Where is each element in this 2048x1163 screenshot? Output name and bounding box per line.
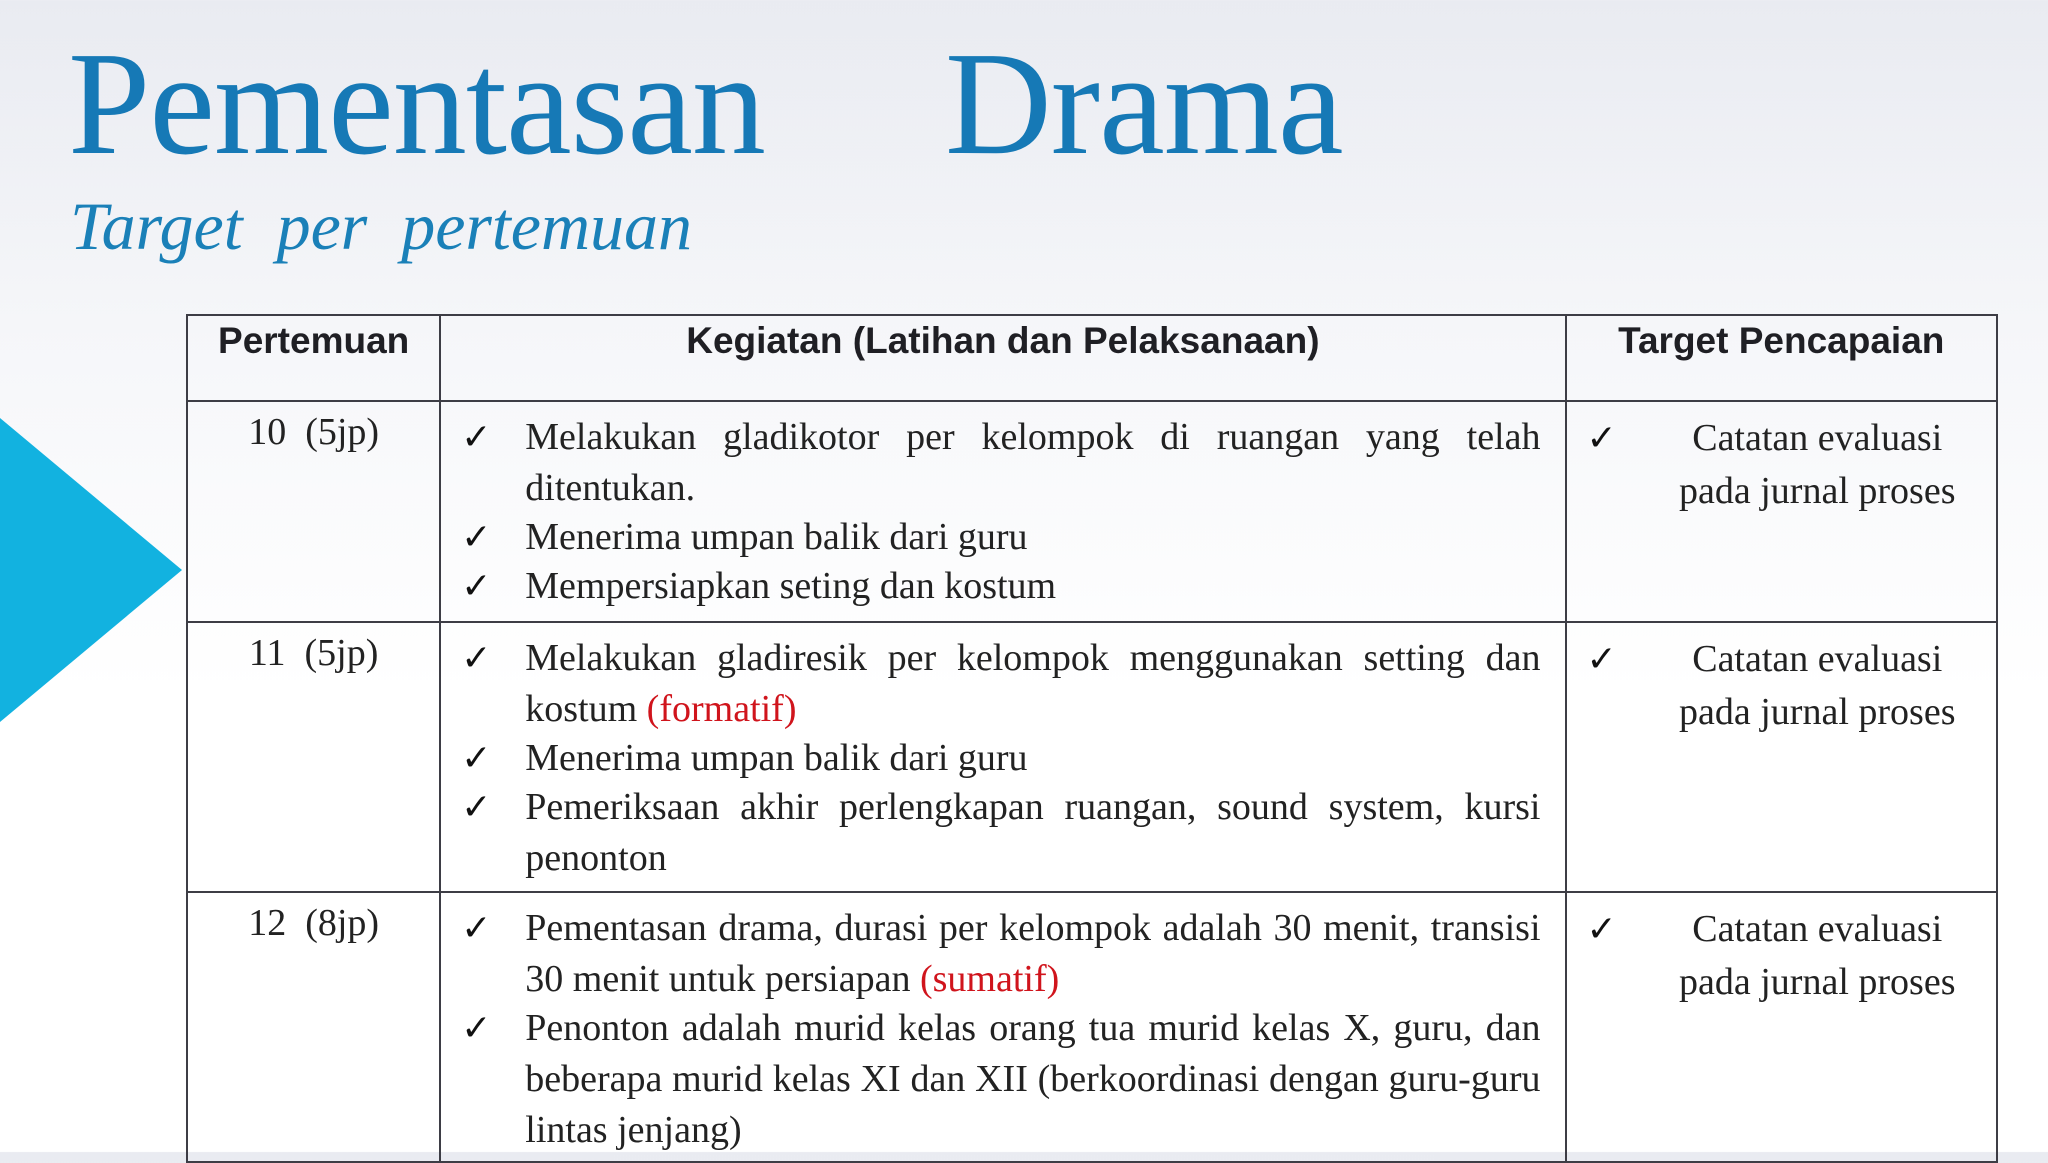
list-item [461, 733, 1540, 784]
check-mark-icon: ✓ [1586, 639, 1617, 680]
assessment-note: (sumatif) [919, 958, 1060, 1000]
assessment-note: (formatif) [646, 688, 797, 730]
activity-text-wrapper [525, 633, 1540, 735]
table-row [187, 622, 1997, 892]
target-cell [1566, 622, 1998, 892]
list-item [461, 633, 1540, 735]
activity-text: Melakukan gladiresik per kelompok menggunakan setting dan kostum [525, 637, 1541, 730]
slide-title: Pementasan Drama [68, 22, 1343, 186]
activity-text-wrapper [525, 903, 1540, 1005]
list-item [461, 412, 1540, 514]
activity-text: Pementasan drama, durasi per kelompok adalah 30 menit, transisi 30 menit untuk persiapan [525, 907, 1541, 1000]
check-mark-icon: ✓ [461, 787, 492, 828]
activity-cell [440, 622, 1565, 892]
decorative-triangle [0, 418, 182, 722]
activity-cell [440, 892, 1565, 1162]
slide-subtitle: Target per pertemuan [70, 188, 693, 264]
list-item [461, 782, 1540, 884]
table-row [187, 892, 1997, 1162]
activity-list [441, 623, 1564, 884]
activity-list [441, 402, 1564, 612]
activity-text: Mempersiapkan seting dan kostum [525, 565, 1057, 607]
target-text: Catatan evaluasi pada jurnal proses [1679, 417, 1956, 512]
activity-text: Menerima umpan balik dari guru [525, 737, 1028, 779]
target-text: Catatan evaluasi pada jurnal proses [1679, 908, 1956, 1003]
list-item [461, 1003, 1540, 1156]
meeting-cell: 10 (5jp) [187, 401, 440, 622]
check-mark-icon: ✓ [461, 1008, 492, 1049]
header-meeting: Pertemuan [187, 315, 440, 401]
activity-text: Melakukan gladikotor per kelompok di ruangan yang telah ditentukan. [525, 416, 1541, 509]
schedule-table [186, 314, 1998, 1163]
list-item [461, 903, 1540, 1005]
check-mark-icon: ✓ [461, 566, 492, 607]
meeting-cell: 12 (8jp) [187, 892, 440, 1162]
activity-text: Pemeriksaan akhir perlengkapan ruangan, sound system, kursi penonton [525, 786, 1541, 879]
header-target: Target Pencapaian [1566, 315, 1998, 401]
activity-text: Menerima umpan balik dari guru [525, 516, 1028, 558]
check-mark-icon: ✓ [461, 738, 492, 779]
check-mark-icon: ✓ [1586, 909, 1617, 950]
target-cell [1566, 892, 1998, 1162]
table-row [187, 401, 1997, 622]
header-activity: Kegiatan (Latihan dan Pelaksanaan) [440, 315, 1565, 401]
activity-cell [440, 401, 1565, 622]
table-header-row [187, 315, 1997, 401]
check-mark-icon: ✓ [461, 417, 492, 458]
list-item [461, 561, 1540, 612]
check-mark-icon: ✓ [461, 638, 492, 679]
target-item [1587, 633, 1977, 739]
target-text: Catatan evaluasi pada jurnal proses [1679, 638, 1956, 733]
activity-list [441, 893, 1564, 1156]
target-item [1587, 412, 1977, 518]
activity-text: Penonton adalah murid kelas orang tua murid kelas X, guru, dan beberapa murid kelas XI dan XII (berkoordinasi dengan guru-guru lintas jenjang) [525, 1007, 1541, 1151]
meeting-cell: 11 (5jp) [187, 622, 440, 892]
check-mark-icon: ✓ [1586, 418, 1617, 459]
list-item [461, 512, 1540, 563]
check-mark-icon: ✓ [461, 908, 492, 949]
check-mark-icon: ✓ [461, 517, 492, 558]
target-item [1587, 903, 1977, 1009]
target-cell [1566, 401, 1998, 622]
